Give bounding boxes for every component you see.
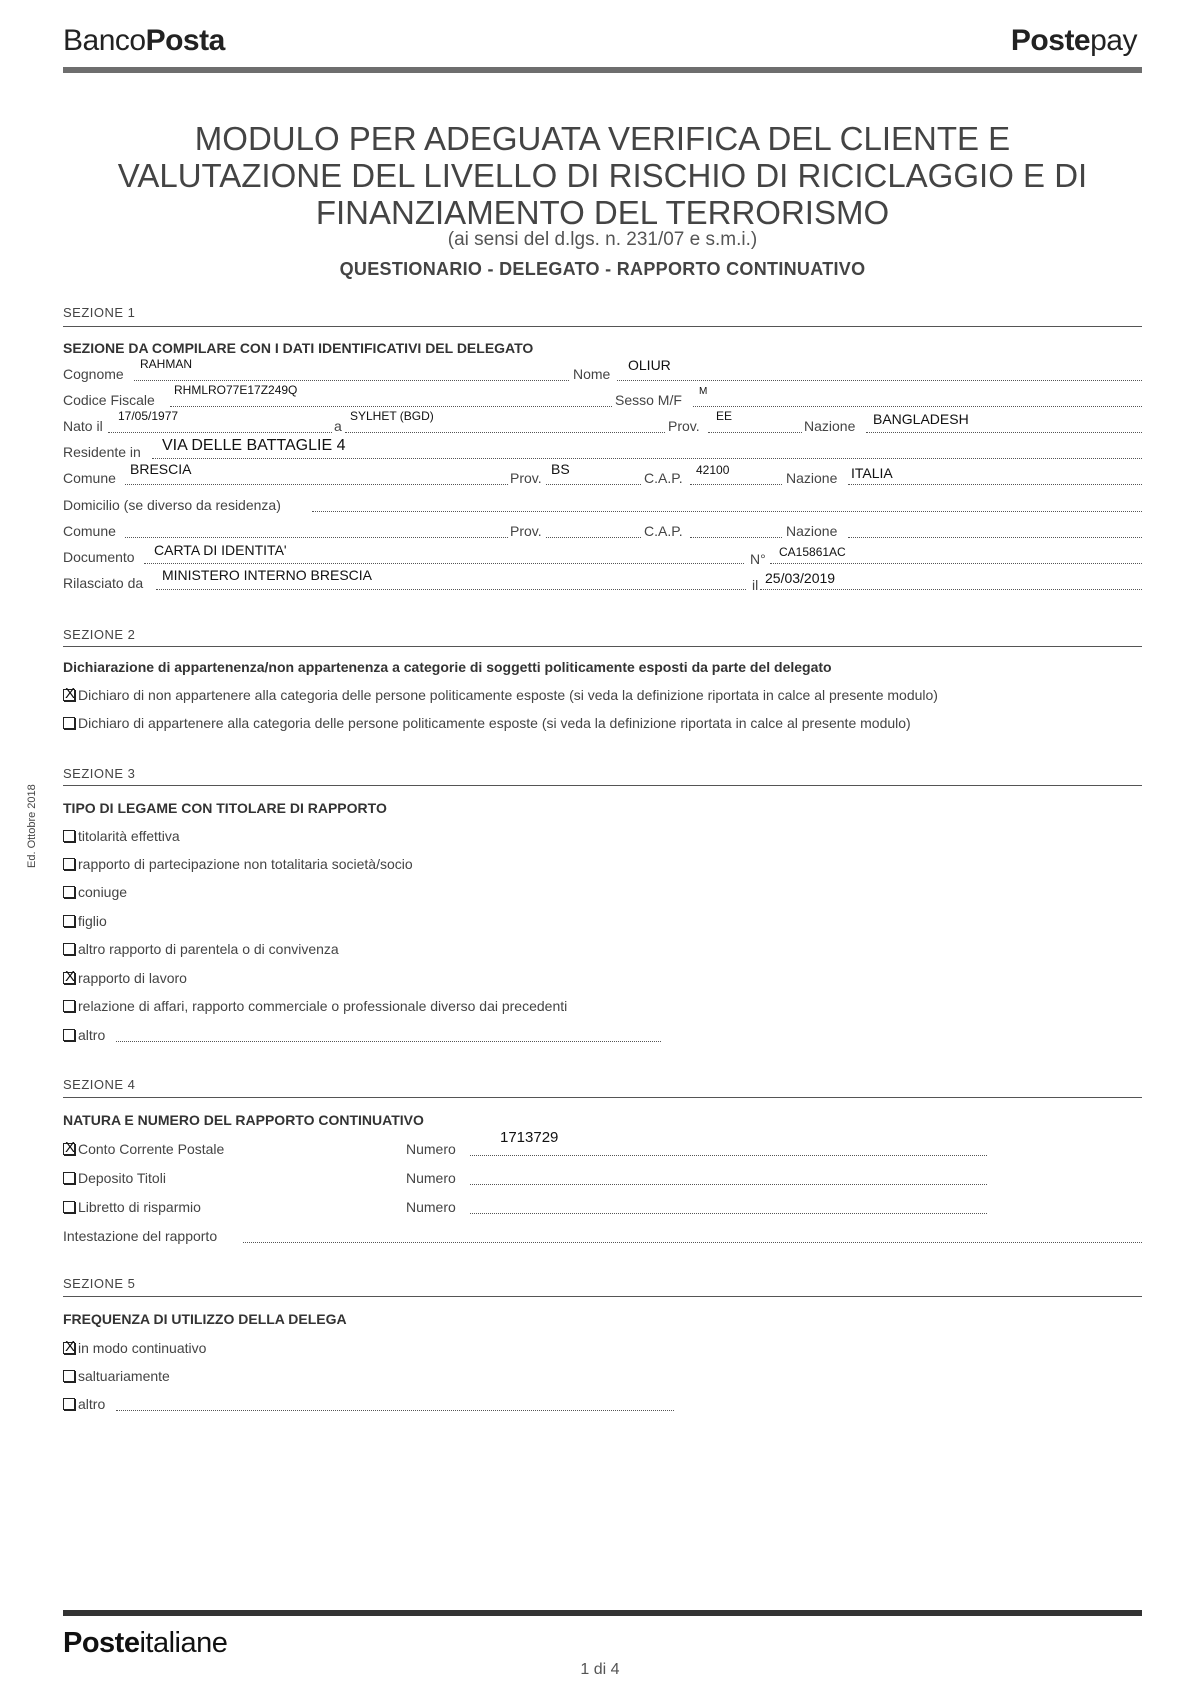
section-2-heading: Dichiarazione di appartenenza/non appartenenza a categorie di soggetti politicamente esposti da parte del delegato (63, 659, 832, 675)
rapporto-option-libretto[interactable] (63, 1199, 201, 1215)
label-numero-libretto: Numero (406, 1199, 456, 1215)
checkbox[interactable] (63, 1338, 76, 1355)
option-label: Dichiaro di appartenere alla categoria delle persone politicamente esposte (si veda la definizione riportata in calce al presente modulo) (78, 715, 911, 731)
cognome-line (134, 380, 569, 381)
rapporto-option-deposito-titoli[interactable] (63, 1170, 166, 1186)
checkbox[interactable] (63, 1172, 75, 1184)
page-number: 1 di 4 (580, 1661, 620, 1678)
label-cap-domicilio: C.A.P. (644, 523, 683, 539)
rilasciato-da-value[interactable]: MINISTERO INTERNO BRESCIA (162, 567, 373, 583)
cognome-value[interactable]: RAHMAN (140, 357, 193, 371)
documento-line (144, 563, 744, 564)
nazione-nascita-line (866, 432, 1142, 433)
label-nazione: Nazione (786, 470, 838, 486)
sesso-line (693, 406, 1142, 407)
frequenza-option-altro[interactable] (63, 1396, 105, 1412)
luogo-nascita-line (345, 432, 665, 433)
label-codice-fiscale: Codice Fiscale (63, 392, 155, 408)
section-4-heading: NATURA E NUMERO DEL RAPPORTO CONTINUATIVO (63, 1112, 424, 1128)
checkbox-mark: X (65, 685, 76, 702)
checkbox[interactable] (63, 1370, 75, 1382)
legame-altro-line[interactable] (116, 1041, 661, 1042)
questionnaire-title: QUESTIONARIO - DELEGATO - RAPPORTO CONTINUATIVO (339, 259, 866, 279)
checkbox[interactable] (63, 1398, 75, 1410)
postepay-logo (1011, 24, 1137, 58)
rilasciato-da-line (156, 589, 746, 590)
legame-option-coniuge[interactable] (63, 884, 127, 900)
checkbox[interactable] (63, 968, 76, 985)
bancoposta-logo (63, 24, 225, 58)
option-label: saltuariamente (78, 1368, 170, 1384)
label-numero-deposito: Numero (406, 1170, 456, 1186)
section-3-label: SEZIONE 3 (63, 766, 136, 781)
nome-line (617, 380, 1142, 381)
option-label: in modo continuativo (78, 1340, 207, 1356)
label-sesso: Sesso M/F (615, 392, 682, 408)
nato-il-line (108, 432, 332, 433)
section-3-heading: TIPO DI LEGAME CON TITOLARE DI RAPPORTO (63, 800, 387, 816)
label-comune-domicilio: Comune (63, 523, 116, 539)
label-prov-nascita: Prov. (668, 418, 700, 434)
option-label: Libretto di risparmio (78, 1199, 201, 1215)
checkbox-mark: X (65, 1338, 76, 1355)
comune-line (125, 484, 508, 485)
option-label: altro (78, 1027, 106, 1043)
label-numero-documento: N° (750, 551, 766, 567)
section-5-heading: FREQUENZA DI UTILIZZO DELLA DELEGA (63, 1311, 347, 1327)
label-il: il (752, 577, 759, 593)
legame-option-partecipazione[interactable] (63, 856, 413, 872)
prov-line (546, 484, 641, 485)
nazione-value[interactable]: ITALIA (851, 465, 893, 481)
logo-text-italiane: italiane (139, 1627, 228, 1659)
rapporto-option-conto-corrente[interactable] (63, 1141, 224, 1157)
label-nato-il: Nato il (63, 418, 103, 434)
checkbox[interactable] (63, 685, 76, 702)
sesso-value[interactable]: M (699, 386, 708, 397)
residente-in-line (152, 458, 1142, 459)
section-1-divider (63, 326, 1142, 327)
checkbox[interactable] (63, 943, 75, 955)
logo-text-posta: Posta (145, 24, 225, 57)
cap-value[interactable]: 42100 (696, 463, 730, 477)
edition-note: Ed. Ottobre 2018 (26, 784, 38, 868)
documento-value[interactable]: CARTA DI IDENTITA' (154, 542, 287, 558)
section-5-label: SEZIONE 5 (63, 1276, 136, 1291)
section-3-divider (63, 785, 1142, 786)
comune-domicilio-line[interactable] (125, 537, 508, 538)
nome-value[interactable]: OLIUR (628, 357, 671, 373)
frequenza-option-saltuariamente[interactable] (63, 1368, 170, 1384)
option-label: relazione di affari, rapporto commerciale o professionale diverso dai precedenti (78, 998, 568, 1014)
nato-il-value[interactable]: 17/05/1977 (118, 409, 179, 423)
luogo-nascita-value[interactable]: SYLHET (BGD) (350, 409, 434, 423)
checkbox[interactable] (63, 1139, 76, 1156)
checkbox[interactable] (63, 1000, 75, 1012)
checkbox[interactable] (63, 858, 75, 870)
label-nome: Nome (573, 366, 611, 382)
logo-text-pay: pay (1090, 24, 1137, 57)
residente-in-value[interactable]: VIA DELLE BATTAGLIE 4 (162, 437, 346, 454)
legame-option-titolarita[interactable] (63, 828, 180, 844)
label-nazione-nascita: Nazione (804, 418, 856, 434)
nazione-nascita-value[interactable]: BANGLADESH (873, 411, 969, 427)
legame-option-altro[interactable] (63, 1027, 105, 1043)
option-label: Deposito Titoli (78, 1170, 166, 1186)
title-line-2: VALUTAZIONE DEL LIVELLO DI RISCHIO DI RICICLAGGIO E DI (117, 157, 1088, 194)
checkbox[interactable] (63, 1029, 75, 1041)
option-label: altro rapporto di parentela o di convivenza (78, 941, 339, 957)
checkbox[interactable] (63, 915, 75, 927)
logo-text-poste: Poste (1010, 24, 1091, 57)
pep-option-member[interactable] (63, 715, 911, 731)
numero-deposito-line[interactable] (470, 1184, 987, 1185)
frequenza-option-continuativo[interactable] (63, 1340, 206, 1356)
data-rilascio-line (760, 589, 1142, 590)
prov-domicilio-line[interactable] (546, 537, 641, 538)
checkbox[interactable] (63, 886, 75, 898)
numero-documento-value[interactable]: CA15861AC (779, 545, 846, 559)
checkbox[interactable] (63, 1201, 75, 1213)
option-label: rapporto di partecipazione non totalitaria società/socio (78, 856, 413, 872)
checkbox[interactable] (63, 717, 75, 729)
comune-value[interactable]: BRESCIA (130, 461, 192, 477)
domicilio-line[interactable] (312, 511, 1142, 512)
legame-option-figlio[interactable] (63, 913, 107, 929)
section-1-heading: SEZIONE DA COMPILARE CON I DATI IDENTIFICATIVI DEL DELEGATO (63, 340, 534, 356)
header-divider (63, 67, 1142, 73)
frequenza-altro-line[interactable] (116, 1410, 674, 1411)
section-2-label: SEZIONE 2 (63, 627, 136, 642)
cap-line (690, 484, 782, 485)
option-label: figlio (78, 913, 107, 929)
option-label: Conto Corrente Postale (78, 1141, 225, 1157)
section-4-divider (63, 1097, 1142, 1098)
numero-conto-value[interactable]: 1713729 (500, 1129, 559, 1146)
section-1-label: SEZIONE 1 (63, 305, 136, 320)
label-nazione-domicilio: Nazione (786, 523, 838, 539)
label-comune: Comune (63, 470, 116, 486)
legame-option-parentela[interactable] (63, 941, 339, 957)
option-label: titolarità effettiva (78, 828, 180, 844)
label-cap: C.A.P. (644, 470, 683, 486)
codice-fiscale-value[interactable]: RHMLRO77E17Z249Q (174, 383, 298, 397)
legame-option-affari[interactable] (63, 998, 567, 1014)
option-label: coniuge (78, 884, 128, 900)
intestazione-line[interactable] (243, 1242, 1142, 1243)
title-line-3: FINANZIAMENTO DEL TERRORISMO (315, 194, 890, 231)
label-prov: Prov. (510, 470, 542, 486)
label-rilasciato-da: Rilasciato da (63, 575, 144, 591)
numero-libretto-line[interactable] (470, 1213, 987, 1214)
option-label: rapporto di lavoro (78, 970, 187, 986)
pep-option-not-member[interactable] (63, 687, 938, 703)
checkbox-mark: X (65, 968, 76, 985)
document-title (63, 120, 1142, 231)
label-prov-domicilio: Prov. (510, 523, 542, 539)
title-line-1: MODULO PER ADEGUATA VERIFICA DEL CLIENTE E (194, 120, 1011, 157)
label-cognome: Cognome (63, 366, 124, 382)
numero-conto-line (470, 1155, 987, 1156)
label-documento: Documento (63, 549, 135, 565)
label-intestazione: Intestazione del rapporto (63, 1228, 218, 1244)
checkbox[interactable] (63, 830, 75, 842)
label-numero-conto: Numero (406, 1141, 456, 1157)
numero-documento-line (770, 563, 1142, 564)
cap-domicilio-line[interactable] (690, 537, 782, 538)
prov-nascita-value[interactable]: EE (716, 409, 733, 423)
data-rilascio-value[interactable]: 25/03/2019 (765, 570, 836, 586)
codice-fiscale-line (170, 406, 612, 407)
logo-text-banco: Banco (63, 24, 146, 57)
option-label: altro (78, 1396, 106, 1412)
option-label: Dichiaro di non appartenere alla categoria delle persone politicamente esposte (si veda la definizione riportata in calce al presente modulo) (78, 687, 938, 703)
footer-divider (63, 1610, 1142, 1616)
legame-option-lavoro[interactable] (63, 970, 187, 986)
logo-text-poste-footer: Poste (63, 1627, 140, 1659)
checkbox-mark: X (65, 1139, 76, 1156)
label-domicilio: Domicilio (se diverso da residenza) (63, 497, 281, 513)
prov-nascita-line (708, 432, 802, 433)
label-a: a (334, 418, 342, 434)
label-residente-in: Residente in (63, 444, 141, 460)
posteitaliane-logo (63, 1627, 227, 1660)
prov-value[interactable]: BS (551, 461, 570, 477)
nazione-line (848, 484, 1142, 485)
document-subtitle: (ai sensi del d.lgs. n. 231/07 e s.m.i.) (447, 229, 758, 250)
section-2-divider (63, 646, 1142, 647)
section-4-label: SEZIONE 4 (63, 1077, 136, 1092)
nazione-domicilio-line[interactable] (848, 537, 1142, 538)
section-5-divider (63, 1296, 1142, 1297)
